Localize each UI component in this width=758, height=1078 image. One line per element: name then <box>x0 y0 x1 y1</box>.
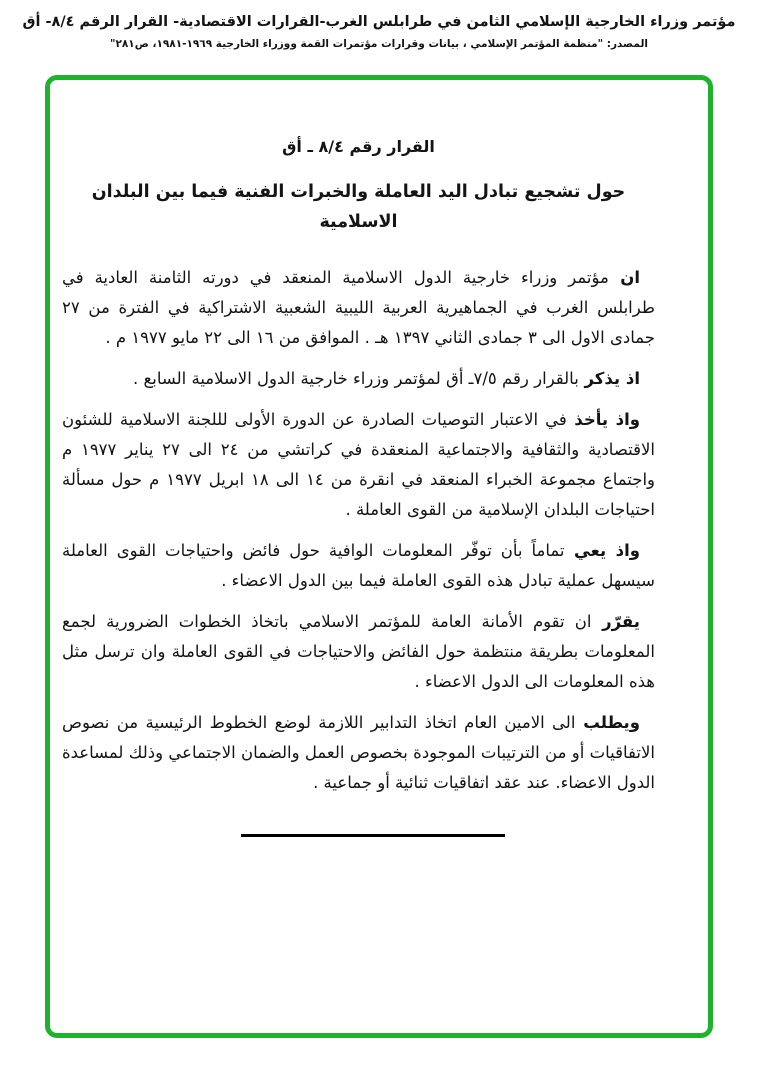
paragraph-lead: واذ يعي <box>564 541 640 560</box>
paragraph-text: ان تقوم الأمانة العامة للمؤتمر الاسلامي باتخاذ الخطوات الضرورية لجمع المعلومات بطريقة منتظمة حول الفائض والاحتياجات في القوى العاملة وان ترسل مثل هذه المعلومات الى الدول الاعضاء . <box>62 612 655 691</box>
paragraph-text: تماماً بأن توفّر المعلومات الوافية حول فائض واحتياجات القوى العاملة سيسهل عملية تبادل هذه القوى العاملة فيما بين الدول الاعضاء . <box>62 541 655 590</box>
paragraph-preamble-session <box>62 263 655 353</box>
paragraph-fully-aware <box>62 536 655 596</box>
paragraph-text: في الاعتبار التوصيات الصادرة عن الدورة الأولى لللجنة الاسلامية للشئون الاقتصادية والثقافية والاجتماعية المنعقدة في كراتشي من ٢٤ الى ٢٧ يناير ١٩٧٧ م واجتماع مجموعة الخبراء المنعقد في انقرة من ١٤ الى ١٨ ابريل ١٩٧٧ م حول مسألة احتياجات البلدان الإسلامية من القوى العاملة . <box>62 410 656 519</box>
document-frame <box>45 75 713 1038</box>
resolution-number-title: القرار رقم ٨/٤ ـ أق <box>282 137 435 156</box>
paragraph-lead: ان <box>608 268 640 287</box>
paragraph-taking-into-account <box>62 405 655 525</box>
paragraph-decides <box>62 607 655 697</box>
paragraph-lead: اذ يذكر <box>578 369 640 388</box>
paragraph-lead: ويطلب <box>575 713 640 732</box>
citation-line: مؤتمر وزراء الخارجية الإسلامي الثامن في طرابلس الغرب-القرارات الاقتصادية- القرار الرقم ٨/٤- أق <box>22 14 736 30</box>
paragraph-text: بالقرار رقم ٧/٥ـ أق لمؤتمر وزراء خارجية الدول الاسلامية السابع . <box>133 369 579 388</box>
paragraph-lead: يقرّر <box>591 612 640 631</box>
source-line: المصدر: "منظمة المؤتمر الإسلامي ، بيانات وقرارات مؤتمرات القمة ووزراء الخارجية ١٩٦٩-١٩٨١، ص٢٨١" <box>109 38 648 50</box>
resolution-subject-title: حول تشجيع تبادل اليد العاملة والخبرات الفنية فيما بين البلدان الاسلامية <box>91 182 626 232</box>
paragraph-recalling-resolution <box>62 364 655 394</box>
divider-line <box>241 834 505 837</box>
paragraph-requests-secretary-general <box>62 708 655 798</box>
paragraph-lead: واذ يأخذ <box>566 410 640 429</box>
citation-header <box>0 12 758 52</box>
document-body <box>62 132 655 837</box>
paragraph-text: الى الامين العام اتخاذ التدابير اللازمة لوضع الخطوط الرئيسية من نصوص الاتفاقيات أو من الترتيبات الموجودة بخصوص العمل والضمان الاجتماعي وذلك لمساعدة الدول الاعضاء. عند عقد اتفاقيات ثنائية أو جماعية . <box>62 713 655 792</box>
paragraph-text: مؤتمر وزراء خارجية الدول الاسلامية المنعقد في دورته الثامنة العادية في طرابلس الغرب في الجماهيرية العربية الليبية الشعبية الاشتراكية في الفترة من ٢٧ جمادى الاول الى ٣ جمادى الثاني ١٣٩٧ هـ . الموافق من ١٦ الى ٢٢ مايو ١٩٧٧ م . <box>62 268 655 347</box>
